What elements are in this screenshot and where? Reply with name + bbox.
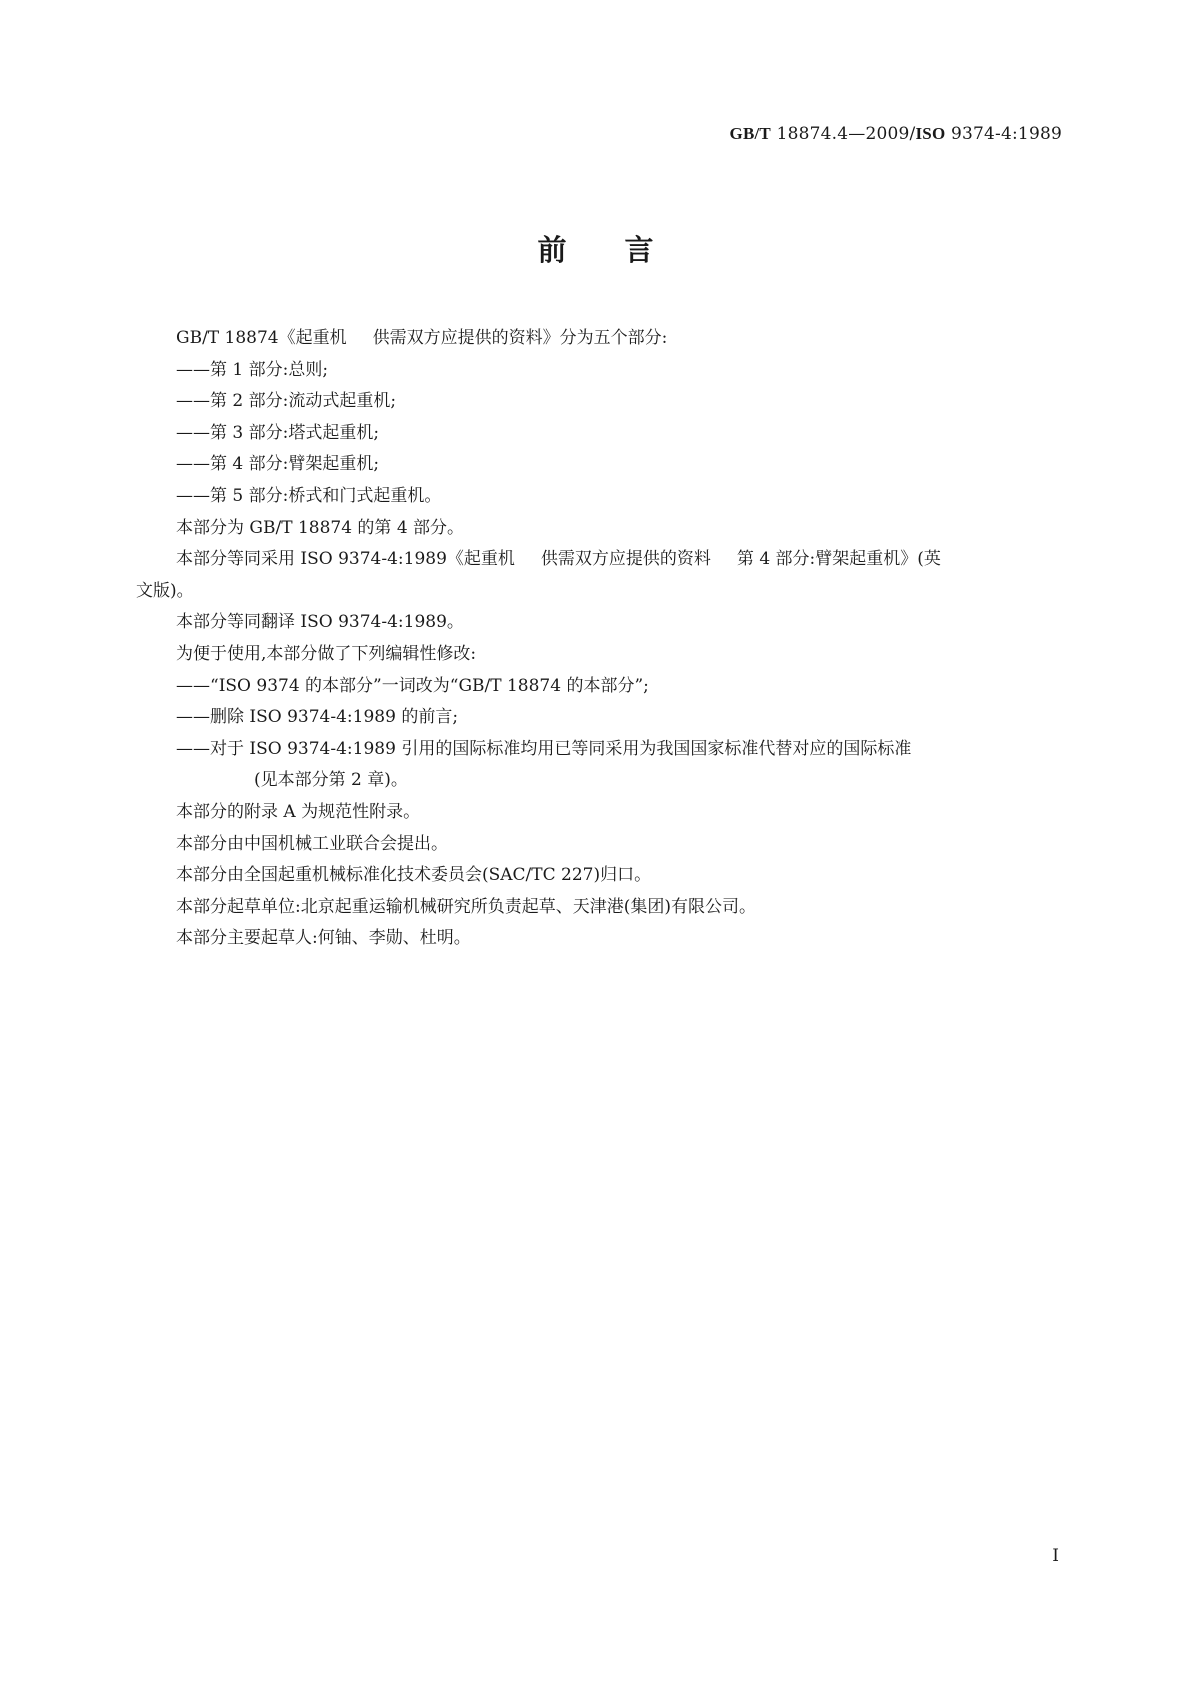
list-item-edit1: ——“ISO 9374 的本部分”一词改为“GB/T 18874 的本部分”;: [176, 675, 649, 696]
standard-prefix: GB/T: [729, 124, 771, 143]
list-item-edit3: [136, 734, 1061, 797]
intro-text-a: GB/T 18874《起重机: [176, 328, 347, 348]
page-title: 前言: [537, 233, 712, 267]
translation-paragraph: 本部分等同翻译 ISO 9374-4:1989。: [176, 612, 464, 633]
edit3-text-b: (见本部分第 2 章)。: [254, 770, 408, 791]
this-part-paragraph: 本部分为 GB/T 18874 的第 4 部分。: [176, 517, 465, 538]
annex-paragraph: 本部分的附录 A 为规范性附录。: [176, 801, 421, 822]
adoption-text-d: 文版)。: [136, 580, 194, 601]
iso-number: 9374-4:1989: [945, 124, 1062, 144]
adoption-text-a: 本部分等同采用 ISO 9374-4:1989《起重机: [176, 549, 515, 570]
iso-prefix: ISO: [915, 124, 946, 143]
foreword-body: [136, 323, 1061, 955]
adoption-text-b: 供需双方应提供的资料: [540, 549, 711, 570]
list-item-part5: ——第 5 部分:桥式和门式起重机。: [176, 485, 442, 506]
drafting-units-paragraph: 本部分起草单位:北京起重运输机械研究所负责起草、天津港(集团)有限公司。: [176, 896, 756, 917]
list-item-part1: ——第 1 部分:总则;: [176, 359, 329, 380]
list-item-part2: ——第 2 部分:流动式起重机;: [176, 391, 397, 412]
list-item-edit2: ——删除 ISO 9374-4:1989 的前言;: [176, 707, 459, 728]
adoption-text-c: 第 4 部分:臂架起重机》(英: [736, 549, 941, 570]
standard-number-header: [730, 124, 1062, 144]
proposed-paragraph: 本部分由中国机械工业联合会提出。: [176, 833, 448, 854]
intro-paragraph: [136, 323, 1061, 355]
page-number: I: [1052, 1546, 1059, 1566]
drafters-paragraph: 本部分主要起草人:何铀、李勋、杜明。: [176, 928, 471, 949]
adoption-paragraph: [136, 544, 1061, 607]
standard-number: 18874.4—2009/: [770, 124, 916, 144]
edit3-text-a: ——对于 ISO 9374-4:1989 引用的国际标准均用已等同采用为我国国家标准代替对应的国际标准: [176, 738, 912, 759]
centralized-paragraph: 本部分由全国起重机械标准化技术委员会(SAC/TC 227)归口。: [176, 865, 652, 886]
list-item-part4: ——第 4 部分:臂架起重机;: [176, 454, 380, 475]
editorial-intro-paragraph: 为便于使用,本部分做了下列编辑性修改:: [176, 643, 477, 664]
list-item-part3: ——第 3 部分:塔式起重机;: [176, 422, 380, 443]
intro-text-b: 供需双方应提供的资料》分为五个部分:: [372, 328, 668, 348]
